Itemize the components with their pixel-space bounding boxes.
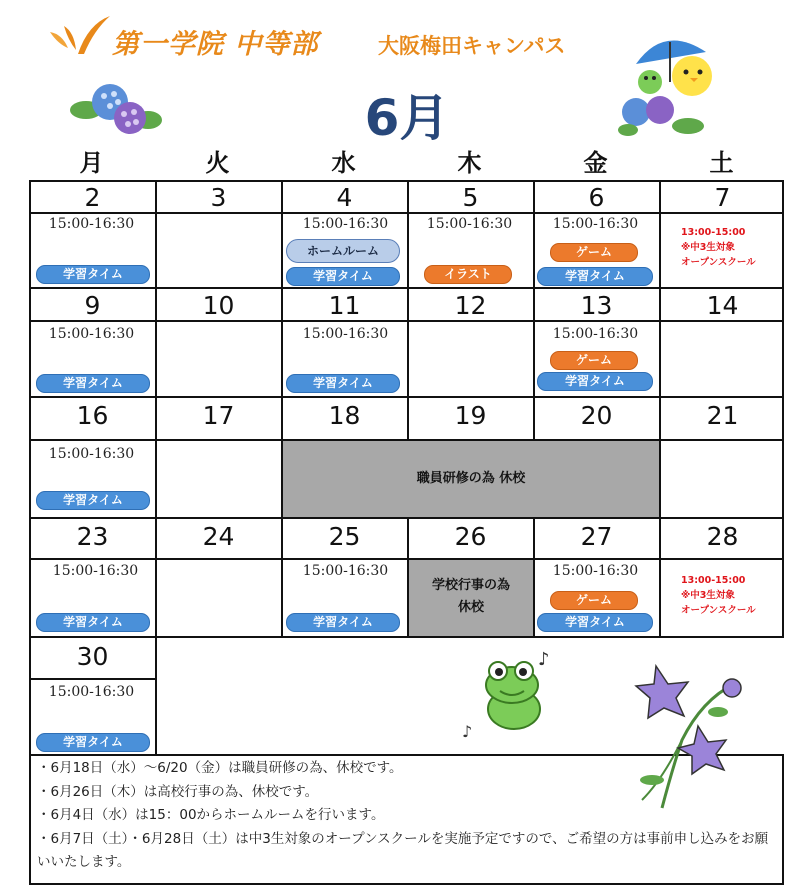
day-number: 30 bbox=[76, 642, 109, 671]
day-number: 16 bbox=[76, 401, 109, 430]
note-item: ・6月7日（土）・6月28日（土）は中3生対象のオープンスクールを実施予定ですので、ご希望の方は事前申し込みをお願いいたします。 bbox=[37, 830, 769, 870]
day-number: 9 bbox=[84, 291, 101, 320]
study-time-badge: 学習タイム bbox=[36, 733, 150, 752]
day-number: 10 bbox=[202, 291, 235, 320]
frog-illustration bbox=[458, 645, 568, 745]
time-slot: 15:00-16:30 bbox=[52, 563, 139, 579]
svg-text:♪: ♪ bbox=[462, 722, 473, 741]
note-item: ・6月4日（水）は15：00からホームルームを行います。 bbox=[37, 807, 385, 823]
study-time-badge: 学習タイム bbox=[537, 372, 653, 391]
open-school-name: オープンスクール bbox=[681, 257, 756, 268]
time-slot: 15:00-16:30 bbox=[48, 684, 135, 700]
school-event-line2: 休校 bbox=[457, 600, 484, 615]
school-event-line1: 学校行事の為 bbox=[431, 578, 510, 593]
time-slot: 15:00-16:30 bbox=[302, 216, 389, 232]
day-number: 18 bbox=[328, 401, 361, 430]
day-number: 23 bbox=[76, 522, 109, 551]
hydrangea-illustration bbox=[66, 72, 166, 142]
homeroom-badge: ホームルーム bbox=[286, 239, 400, 263]
weekday-thu: 木 bbox=[457, 149, 482, 177]
open-school-time: 13:00-15:00 bbox=[681, 575, 746, 586]
open-school-target: ※中3生対象 bbox=[681, 590, 735, 601]
time-slot: 15:00-16:30 bbox=[302, 326, 389, 342]
note-item: ・6月26日（木）は高校行事の為、休校です。 bbox=[37, 783, 319, 800]
weekday-sat: 土 bbox=[709, 149, 734, 177]
day-number: 27 bbox=[580, 522, 613, 551]
time-slot: 15:00-16:30 bbox=[552, 563, 639, 579]
campus-name: 大阪梅田キャンパス bbox=[378, 34, 566, 58]
day-number: 12 bbox=[454, 291, 487, 320]
study-time-badge: 学習タイム bbox=[36, 265, 150, 284]
day-number: 11 bbox=[328, 291, 361, 320]
study-time-badge: 学習タイム bbox=[537, 267, 653, 286]
day-number: 14 bbox=[706, 291, 739, 320]
illust-badge: イラスト bbox=[424, 265, 512, 284]
day-number: 25 bbox=[328, 522, 361, 551]
school-name: 第一学院 中等部 bbox=[112, 29, 319, 60]
day-number: 3 bbox=[210, 183, 227, 212]
open-school-notice bbox=[681, 573, 791, 618]
weekday-wed: 水 bbox=[331, 149, 356, 177]
game-badge: ゲーム bbox=[550, 243, 638, 262]
study-time-badge: 学習タイム bbox=[537, 613, 653, 632]
time-slot: 15:00-16:30 bbox=[48, 326, 135, 342]
time-slot: 15:00-16:30 bbox=[302, 563, 389, 579]
time-slot: 15:00-16:30 bbox=[552, 326, 639, 342]
day-number: 17 bbox=[202, 401, 235, 430]
time-slot: 15:00-16:30 bbox=[48, 216, 135, 232]
open-school-target: ※中3生対象 bbox=[681, 242, 735, 253]
open-school-time: 13:00-15:00 bbox=[681, 227, 746, 238]
school-event-closure bbox=[409, 560, 533, 636]
game-badge: ゲーム bbox=[550, 351, 638, 370]
note-item: ・6月18日（水）～6/20（金）は職員研修の為、休校です。 bbox=[37, 760, 403, 776]
day-number: 13 bbox=[580, 291, 613, 320]
open-school-notice bbox=[681, 225, 791, 270]
day-number: 5 bbox=[462, 183, 479, 212]
time-slot: 15:00-16:30 bbox=[552, 216, 639, 232]
day-number: 2 bbox=[84, 183, 101, 212]
chick-umbrella-illustration bbox=[614, 30, 724, 142]
day-number: 20 bbox=[580, 401, 613, 430]
svg-text:♪: ♪ bbox=[538, 649, 550, 670]
time-slot: 15:00-16:30 bbox=[426, 216, 513, 232]
day-number: 6 bbox=[588, 183, 605, 212]
day-number: 21 bbox=[706, 401, 739, 430]
game-badge: ゲーム bbox=[550, 591, 638, 610]
day-number: 24 bbox=[202, 522, 235, 551]
weekday-mon: 月 bbox=[79, 149, 104, 177]
day-number: 7 bbox=[714, 183, 731, 212]
weekday-tue: 火 bbox=[205, 149, 230, 177]
day-number: 4 bbox=[336, 183, 353, 212]
study-time-badge: 学習タイム bbox=[286, 267, 400, 286]
study-time-badge: 学習タイム bbox=[286, 613, 400, 632]
day-number: 28 bbox=[706, 522, 739, 551]
day-number: 26 bbox=[454, 522, 487, 551]
study-time-badge: 学習タイム bbox=[286, 374, 400, 393]
study-time-badge: 学習タイム bbox=[36, 613, 150, 632]
weekday-fri: 金 bbox=[583, 149, 608, 177]
school-logo bbox=[48, 14, 112, 58]
month-title: 6月 bbox=[364, 89, 450, 147]
day-number: 19 bbox=[454, 401, 487, 430]
study-time-badge: 学習タイム bbox=[36, 374, 150, 393]
time-slot: 15:00-16:30 bbox=[48, 446, 135, 462]
notes-section bbox=[31, 757, 781, 875]
staff-training-closure: 職員研修の為 休校 bbox=[283, 441, 659, 517]
open-school-name: オープンスクール bbox=[681, 605, 756, 616]
study-time-badge: 学習タイム bbox=[36, 491, 150, 510]
